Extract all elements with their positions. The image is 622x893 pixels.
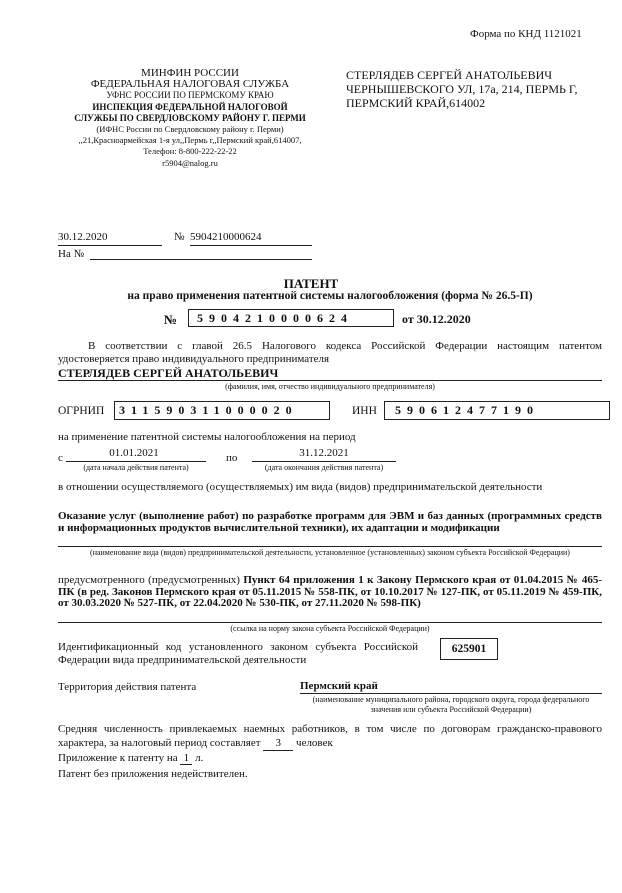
activity-name: Оказание услуг (выполнение работ) по разработке программ для ЭВМ и баз данных (программных средств и информационных продуктов вычислительной техники), их адаптации и модификации xyxy=(58,510,602,534)
period-to-label: по xyxy=(226,452,238,464)
staff-text: Средняя численность привлекаемых наемных работников, в том числе по договорам гражданско-правового характера, за налоговый период составляет xyxy=(58,723,602,749)
issuer-line: Телефон: 8-800-222-22-22 xyxy=(143,146,237,157)
territory-caption: (наименование муниципального района, городского округа, города федерального значения или субъекта Российской Федерации) xyxy=(312,695,590,714)
period-to-caption: (дата окончания действия патента) xyxy=(264,463,384,472)
entrepreneur-name: СТЕРЛЯДЕВ СЕРГЕЙ АНАТОЛЬЕВИЧ xyxy=(58,366,279,380)
appendix-line xyxy=(58,752,203,765)
issuer-line: r5904@nalog.ru xyxy=(162,157,218,168)
activity-intro: в отношении осуществляемого (осуществляемых) им вида (видов) предпринимательской деятельности xyxy=(58,481,543,493)
appendix-pre: Приложение к патенту на xyxy=(58,752,178,764)
law-intro: предусмотренного (предусмотренных) xyxy=(58,574,240,586)
reg-num-label: № xyxy=(174,231,185,243)
entrepreneur-caption: (фамилия, имя, отчество индивидуального предпринимателя) xyxy=(225,382,435,391)
reg-num: 5904210000624 xyxy=(190,231,262,243)
patent-no-label: № xyxy=(164,312,178,327)
issuer-line: ИНСПЕКЦИЯ ФЕДЕРАЛЬНОЙ НАЛОГОВОЙ xyxy=(92,101,288,112)
inn-box: 590612477190 xyxy=(384,401,610,420)
activity-code-box: 625901 xyxy=(440,638,498,660)
staff-unit: человек xyxy=(296,737,333,749)
territory-label: Территория действия патента xyxy=(58,681,197,693)
page-subtitle: на право применения патентной системы налогообложения (форма № 26.5-П) xyxy=(127,290,533,302)
staff-paragraph xyxy=(58,722,602,751)
invalid-note: Патент без приложения недействителен. xyxy=(58,768,248,780)
period-from-label: с xyxy=(58,452,63,464)
intro-text: В соответствии с главой 26.5 Налогового кодекса Российской Федерации настоящим патентом удостоверяется право индивидуального предпринимателя xyxy=(58,340,602,365)
recipient-line: СТЕРЛЯДЕВ СЕРГЕЙ АНАТОЛЬЕВИЧ xyxy=(346,68,553,82)
code-text: Идентификационный код установленного законом субъекта Российской Федерации вида предпринимательской деятельности xyxy=(58,641,418,666)
appendix-post: л. xyxy=(195,752,204,764)
period-to: 31.12.2021 xyxy=(299,447,349,459)
issuer-line: ,,21,Красноармейская 1-я ул,,Пермь г,,Пермский край,614007, xyxy=(78,135,302,146)
reg-date: 30.12.2020 xyxy=(58,231,108,243)
law-caption: (ссылка на норму закона субъекта Российской Федерации) xyxy=(230,624,430,633)
issuer-line: УФНС РОССИИ ПО ПЕРМСКОМУ КРАЮ xyxy=(106,90,274,101)
issuer-line: МИНФИН РОССИИ xyxy=(141,67,239,79)
page-title: ПАТЕНТ xyxy=(283,276,339,291)
issuer-line: (ИФНС России по Свердловскому району г. Перми) xyxy=(96,124,284,135)
appendix-count: 1 xyxy=(180,752,192,765)
form-code: Форма по КНД 1121021 xyxy=(470,28,582,40)
law-paragraph xyxy=(58,575,602,610)
activity-caption: (наименование вида (видов) предпринимательской деятельности, установленное (установленных) законом субъекта Российской Федерации) xyxy=(90,548,570,557)
issuer-block xyxy=(70,68,310,169)
territory-value: Пермский край xyxy=(300,680,378,692)
recipient-line: ПЕРМСКИЙ КРАЙ,614002 xyxy=(346,96,486,110)
ogrnip-box: 311590311000020 xyxy=(114,401,330,420)
recipient-block xyxy=(346,68,606,110)
law-reference: Пункт 64 приложения 1 к Закону Пермского края от 01.04.2015 № 465-ПК (в ред. Законов Пермского края от 05.11.2015 № 558-ПК, от 10.10.2017 № 127-ПК, от 05.11.2019 № 459-ПК, от 30.03.2020 № 527-ПК, от 22.04.2020 № 530-ПК, от 27.11.2020 № 598-ПК) xyxy=(58,574,602,609)
issuer-line: СЛУЖБЫ ПО СВЕРДЛОВСКОМУ РАЙОНУ Г. ПЕРМИ xyxy=(74,112,306,123)
recipient-line: ЧЕРНЫШЕВСКОГО УЛ, 17а, 214, ПЕРМЬ Г, xyxy=(346,82,578,96)
ogrnip-label: ОГРНИП xyxy=(58,405,105,417)
patent-number-box: 5904210000624 xyxy=(188,309,394,327)
period-from: 01.01.2021 xyxy=(109,447,159,459)
inn-label: ИНН xyxy=(352,405,377,417)
patent-date: от 30.12.2020 xyxy=(402,312,471,326)
period-text: на применение патентной системы налогообложения на период xyxy=(58,431,356,443)
issuer-line: ФЕДЕРАЛЬНАЯ НАЛОГОВАЯ СЛУЖБА xyxy=(90,78,290,91)
na-label: На № xyxy=(58,248,85,260)
period-from-caption: (дата начала действия патента) xyxy=(83,463,189,472)
staff-count: 3 xyxy=(263,736,293,751)
